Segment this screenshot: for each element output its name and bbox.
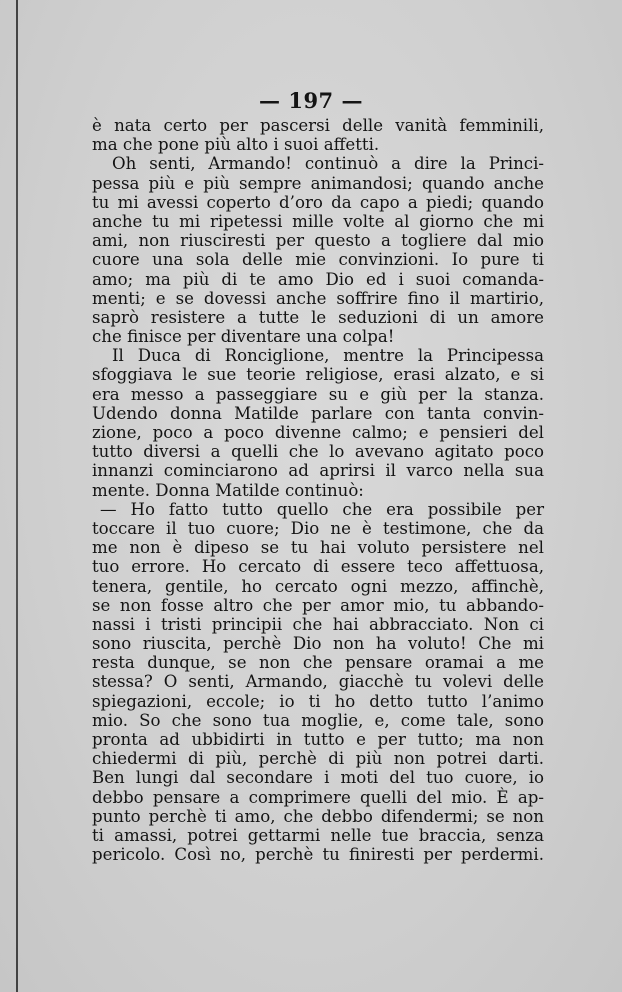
text-line: zione, poco a poco divenne calmo; e pensieri del	[92, 423, 544, 442]
text-line: innanzi cominciarono ad aprirsi il varco nella sua	[92, 461, 544, 481]
text-line: tutto diversi a quelli che lo avevano agitato poco	[92, 442, 544, 462]
text-line: resta dunque, se non che pensare oramai a me	[92, 653, 544, 673]
binding-edge-line	[16, 0, 18, 992]
text-line: pessa più e più sempre animandosi; quando anche	[92, 173, 544, 193]
text-line: cuore una sola delle mie convinzioni. Io pure ti	[92, 250, 544, 270]
text-line: che finisce per diventare una colpa!	[92, 327, 395, 347]
text-line: se non fosse altro che per amor mio, tu abbando-	[92, 595, 544, 615]
text-line: pronta ad ubbidirti in tutto e per tutto; ma non	[92, 730, 544, 749]
text-line: sfoggiava le sue teorie religiose, erasi alzato, e si	[92, 365, 544, 385]
text-line: Ben lungi dal secondare i moti del tuo cuore, io	[92, 768, 544, 788]
text-line: toccare il tuo cuore; Dio ne è testimone, che da	[92, 518, 544, 538]
page-number: — 197 —	[259, 88, 363, 113]
text-line: Il Duca di Ronciglione, mentre la Principessa	[112, 346, 544, 366]
text-line: amo; ma più di te amo Dio ed i suoi comanda-	[92, 269, 544, 289]
text-line: pericolo. Così no, perchè tu finiresti per perdermi.	[92, 845, 544, 865]
text-line: spiegazioni, eccole; io ti ho detto tutto l’animo	[92, 691, 544, 711]
text-line: tu mi avessi coperto d’oro da capo a piedi; quando	[92, 192, 544, 212]
text-line: stessa? O senti, Armando, giacchè tu volevi delle	[92, 672, 544, 692]
text-line: anche tu mi ripetessi mille volte al giorno che mi	[92, 211, 544, 231]
text-line: Oh senti, Armando! continuò a dire la Princi-	[112, 154, 544, 174]
text-line: era messo a passeggiare su e giù per la stanza.	[92, 384, 544, 404]
text-line: Udendo donna Matilde parlare con tanta convin-	[92, 403, 544, 423]
text-line: saprò resistere a tutte le seduzioni di un amore	[92, 307, 544, 327]
text-line: punto perchè ti amo, che debbo difendermi; se non	[92, 806, 544, 826]
text-line: è nata certo per pascersi delle vanità femminili,	[92, 116, 544, 135]
text-line: — Ho fatto tutto quello che era possibile per	[100, 499, 544, 519]
text-line: ami, non riusciresti per questo a togliere dal mio	[92, 231, 544, 251]
text-line: chiedermi di più, perchè di più non potrei darti.	[92, 749, 544, 769]
text-line: debbo pensare a comprimere quelli del mio. È ap-	[92, 787, 544, 807]
text-line: menti; e se dovessi anche soffrire fino il martirio,	[92, 288, 544, 308]
text-line: mente. Donna Matilde continuò:	[92, 480, 364, 500]
text-line: nassi i tristi principii che hai abbracciato. Non ci	[92, 614, 544, 634]
text-line: ti amassi, potrei gettarmi nelle tue braccia, senza	[92, 825, 544, 845]
text-line: sono riuscita, perchè Dio non ha voluto! Che mi	[92, 634, 544, 654]
text-line: mio. So che sono tua moglie, e, come tale, sono	[92, 710, 544, 730]
text-line: tuo errore. Ho cercato di essere teco affettuosa,	[92, 557, 544, 577]
text-line: ma che pone più alto i suoi affetti.	[92, 135, 380, 155]
text-line: me non è dipeso se tu hai voluto persistere nel	[92, 538, 544, 558]
text-line: tenera, gentile, ho cercato ogni mezzo, affinchè,	[92, 576, 544, 596]
body-text	[92, 116, 544, 864]
